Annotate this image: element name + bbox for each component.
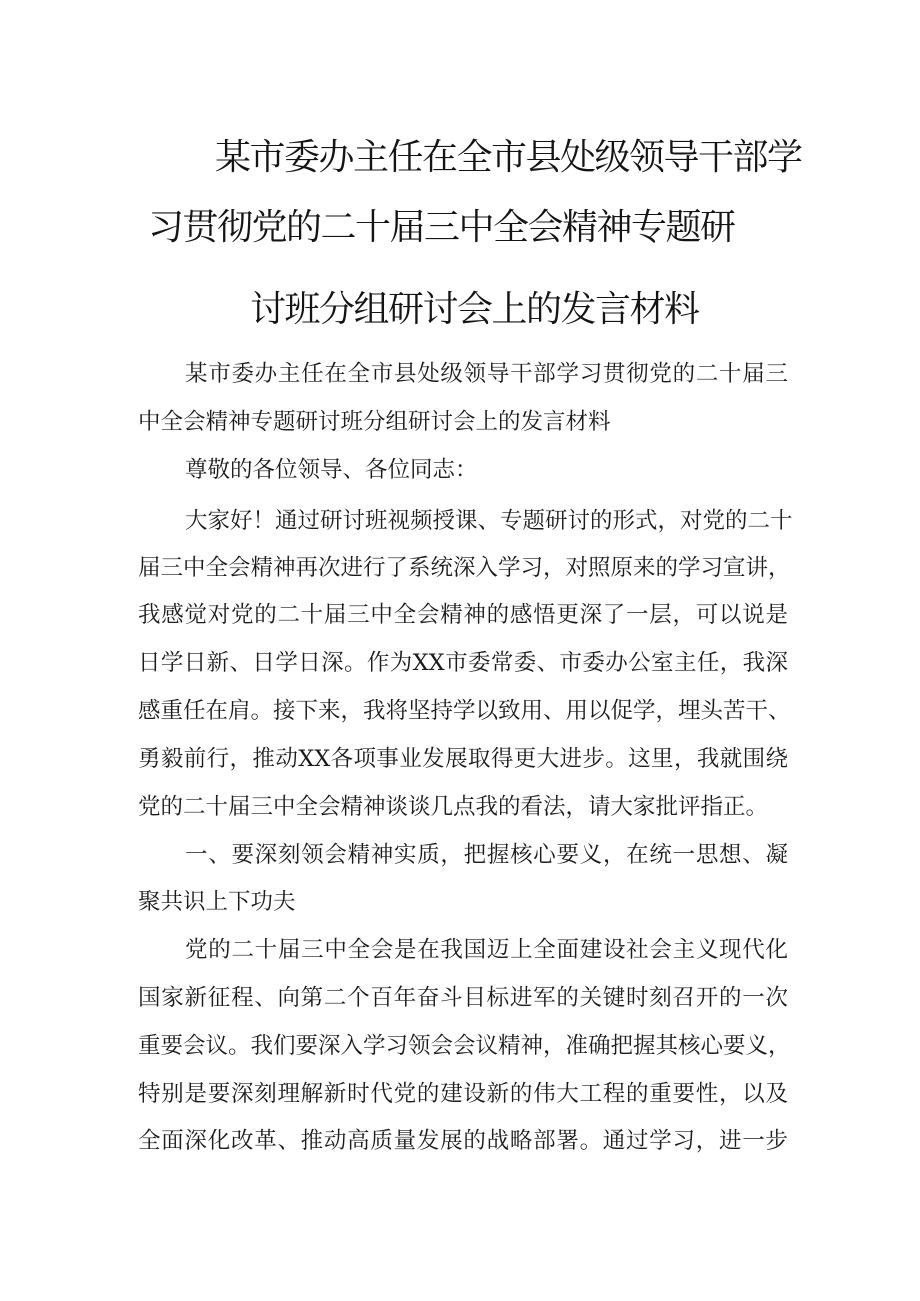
intro-line-2: 中全会精神专题研讨班分组研讨会上的发言材料 [138, 409, 611, 435]
paragraph-2-line-1: 党的二十届三中全会是在我国迈上全面建设社会主义现代化 [185, 937, 788, 963]
document-title-line-3: 讨班分组研讨会上的发言材料 [250, 289, 699, 330]
paragraph-1-line-5: 感重任在肩。接下来，我将坚持学以致用、用以促学，埋头苦干、 [138, 698, 791, 724]
paragraph-1-line-3: 我感觉对党的二十届三中全会精神的感悟更深了一层，可以说是 [138, 602, 788, 628]
section-heading-line-2: 聚共识上下功夫 [138, 889, 296, 915]
paragraph-1-line-7: 党的二十届三中全会精神谈谈几点我的看法，请大家批评指正。 [138, 794, 769, 820]
paragraph-1-line-1: 大家好！通过研讨班视频授课、专题研讨的形式，对党的二十 [185, 508, 793, 534]
paragraph-2-line-3: 重要会议。我们要深入学习领会会议精神，准确把握其核心要义， [138, 1033, 791, 1059]
paragraph-2-line-5: 全面深化改革、推动高质量发展的战略部署。通过学习，进一步 [138, 1128, 788, 1154]
paragraph-1-line-2: 届三中全会精神再次进行了系统深入学习，对照原来的学习宣讲， [138, 555, 791, 581]
paragraph-2-line-2: 国家新征程、向第二个百年奋斗目标进军的关键时刻召开的一次 [138, 985, 788, 1011]
paragraph-2-line-4: 特别是要深刻理解新时代党的建设新的伟大工程的重要性，以及 [138, 1081, 788, 1107]
document-title-line-1: 某市委办主任在全市县处级领导干部学 [215, 137, 802, 178]
salutation: 尊敬的各位领导、各位同志： [185, 457, 478, 483]
paragraph-1-line-6: 勇毅前行，推动XX各项事业发展取得更大进步。这里，我就围绕 [138, 746, 788, 772]
intro-line-1: 某市委办主任在全市县处级领导干部学习贯彻党的二十届三 [185, 361, 788, 387]
section-heading-line-1: 一、要深刻领会精神实质，把握核心要义，在统一思想、凝 [185, 842, 788, 868]
paragraph-1-line-4: 日学日新、日学日深。作为XX市委常委、市委办公室主任，我深 [138, 650, 788, 676]
document-title-line-2: 习贯彻党的二十届三中全会精神专题研 [148, 207, 735, 248]
